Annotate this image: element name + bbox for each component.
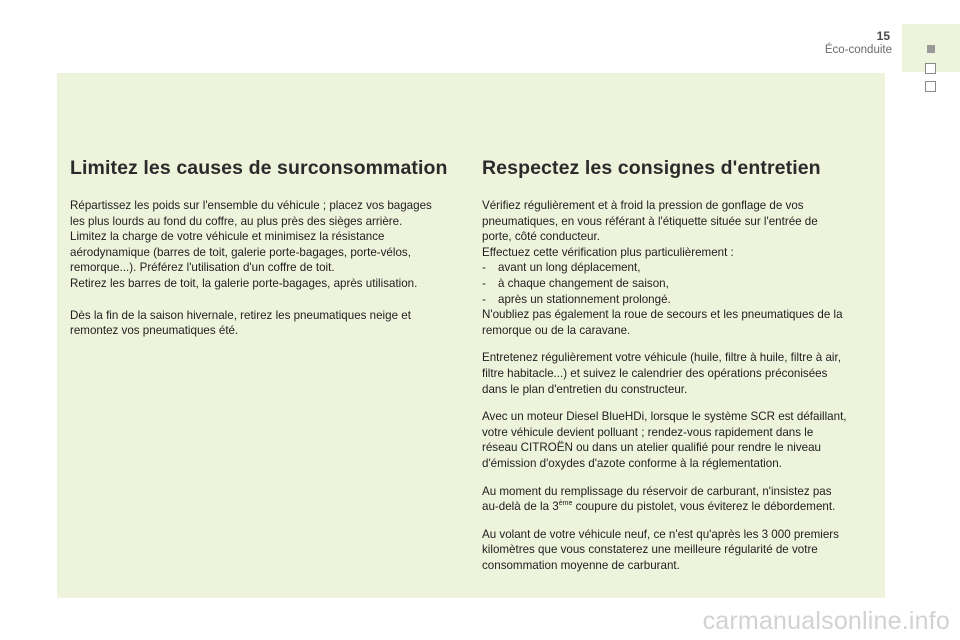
right-paragraph	[482, 484, 877, 515]
ordinal-suffix: ème	[558, 500, 573, 508]
right-paragraph	[482, 527, 877, 574]
text-line: porte, côté conducteur.	[482, 230, 600, 244]
chapter-marker[interactable]	[925, 63, 936, 74]
right-paragraph	[482, 409, 877, 471]
text-line: filtre habitacle...) et suivez le calendrier des opérations préconisées	[482, 366, 828, 380]
text-line: remontez vos pneumatiques été.	[70, 324, 239, 338]
text-line: aérodynamique (barres de toit, galerie porte-bagages, porte-vélos,	[70, 245, 411, 259]
text-line: Au volant de votre véhicule neuf, ce n'est qu'après les 3 000 premiers	[482, 527, 839, 541]
text-line: votre véhicule devient polluant ; rendez-vous rapidement dans le	[482, 425, 814, 439]
chapter-marker-active[interactable]	[927, 45, 935, 53]
text-line: réseau CITROËN ou dans un atelier qualifié pour rendre le niveau	[482, 441, 821, 455]
text-line: remorque ou de la caravane.	[482, 323, 631, 337]
text-line: Entretenez régulièrement votre véhicule (huile, filtre à huile, filtre à air,	[482, 351, 841, 365]
bullet-item	[482, 292, 877, 308]
bullet-text: après un stationnement prolongé.	[498, 292, 671, 306]
text-line	[482, 499, 877, 515]
text-line: N'oubliez pas également la roue de secours et les pneumatiques de la	[482, 308, 843, 322]
left-section-title: Limitez les causes de surconsommation	[70, 157, 448, 179]
left-paragraph	[70, 308, 462, 339]
text-line: Limitez la charge de votre véhicule et minimisez la résistance	[70, 230, 385, 244]
watermark: carmanualsonline.info	[702, 607, 950, 635]
right-section-title: Respectez les consignes d'entretien	[482, 157, 821, 179]
right-paragraph	[482, 198, 877, 338]
text-line: Vérifiez régulièrement et à froid la pression de gonflage de vos	[482, 199, 804, 212]
left-paragraph	[70, 198, 462, 292]
left-column	[70, 157, 462, 351]
text-line: Au moment du remplissage du réservoir de carburant, n'insistez pas	[482, 484, 832, 498]
text-line: les plus lourds au fond du coffre, au plus près des sièges arrière.	[70, 214, 403, 228]
page-number: 15	[876, 29, 890, 43]
bullet-dash: -	[482, 276, 486, 290]
right-paragraph	[482, 350, 877, 397]
text-line: Avec un moteur Diesel BlueHDi, lorsque le système SCR est défaillant,	[482, 410, 847, 424]
section-name: Éco-conduite	[824, 44, 892, 56]
text-line: Répartissez les poids sur l'ensemble du véhicule ; placez vos bagages	[70, 199, 432, 212]
bullet-item	[482, 260, 877, 276]
chapter-marker[interactable]	[925, 81, 936, 92]
text-line: pneumatiques, en vous référant à l'étiquette située sur l'entrée de	[482, 214, 818, 228]
text-line: Effectuez cette vérification plus particulièrement :	[482, 245, 734, 259]
bullet-dash: -	[482, 292, 486, 306]
text-fragment: coupure du pistolet, vous éviterez le débordement.	[572, 500, 836, 514]
text-line: dans le plan d'entretien du constructeur.	[482, 382, 688, 396]
bullet-text: à chaque changement de saison,	[498, 276, 669, 290]
text-line: consommation moyenne de carburant.	[482, 558, 680, 572]
bullet-dash: -	[482, 261, 486, 275]
text-line: d'émission d'oxydes d'azote conforme à la réglementation.	[482, 456, 782, 470]
text-line: Retirez les barres de toit, la galerie porte-bagages, après utilisation.	[70, 276, 418, 290]
text-line: kilomètres que vous constaterez une meilleure régularité de votre	[482, 543, 818, 557]
bullet-item	[482, 276, 877, 292]
text-line: remorque...). Préférez l'utilisation d'un coffre de toit.	[70, 261, 335, 275]
text-fragment: au-delà de la 3	[482, 500, 559, 514]
right-column	[482, 157, 877, 585]
text-line: Dès la fin de la saison hivernale, retirez les pneumatiques neige et	[70, 308, 411, 322]
bullet-text: avant un long déplacement,	[498, 261, 641, 275]
